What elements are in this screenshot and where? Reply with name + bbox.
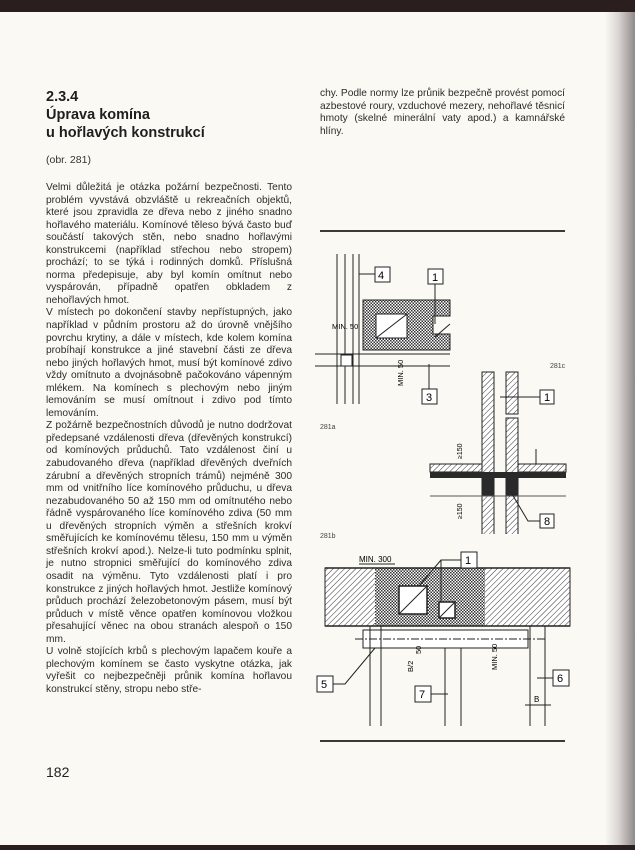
dim-50: 50 (414, 645, 423, 654)
page-gutter-shadow (605, 12, 635, 845)
left-column (46, 88, 292, 696)
figure-reference: (obr. 281) (46, 154, 91, 166)
dim-150-lower: ≥150 (457, 503, 464, 519)
section-title-line1: Úprava komína (46, 107, 150, 123)
paragraph: Velmi důležitá je otázka požární bezpečnosti. Tento problém vyvstává obzvláště u rekreačních objektů, které jsou zpravidla ze dřeva nebo z jiného snadno hořlavého materiálu. Komínové těleso bývá často buď součástí takových stěn, nebo snadno hořlavými konstrukcemi (například střechou nebo stropem) prochází; to se týká i rodinných domků. Příslušná norma předepisuje, aby byl komín omítnut nebo vyspárován, případně opatřen obkladem z nehořlavých hmot. (46, 182, 292, 306)
figure-label-281a: 281a (320, 424, 336, 431)
figure-label-281b: 281b (320, 533, 336, 540)
figure-label-281c: 281c (550, 363, 566, 370)
callout-7: 7 (419, 689, 426, 701)
callout-6: 6 (557, 673, 564, 685)
dim-min-50-horizontal: MIN. 50 (332, 322, 359, 331)
callout-1: 1 (544, 392, 551, 404)
figure-top-rule (320, 230, 565, 232)
figure-bottom-rule (320, 740, 565, 742)
paragraph: U volně stojících krbů s plechovým lapačem kouře a plechovým komínem se často vyskytne otázka, jak vyřešit co nejbezpečněji průnik komína hořlavou konstrukcí stěny, stropu nebo stře- (46, 646, 292, 695)
section-number: 2.3.4 (46, 89, 79, 105)
section-title-line2: u hořlavých konstrukcí (46, 125, 205, 141)
callout-5: 5 (321, 679, 328, 691)
callout-3: 3 (426, 392, 433, 404)
paragraph: Z požárně bezpečnostních důvodů je nutno dodržovat předepsané vzdálenosti dřeva (dřevěných konstrukcí) od komínových průduchů. Tato vzdálenost činí u zabudovaného dřeva (například dřevěných dveřních zárubní a dřevěných stropních trámů) nejméně 300 mm od vnitřního líce komínového průduchu, u dřeva nezabudovaného 50 až 150 mm od omítnutého nebo řádně vyspárovaného líce komínového zdiva (50 mm u dřevěných stropních výměn a střešních krokví směřujících ke komínovému tělesu, 150 mm u výměn střešních krokví apod.). Nelze-li tuto podmínku splnit, je nutno stropnici směřující do komínového zdiva osadit na výměnu. Tyto vzdálenosti platí i pro konstrukce z jiných hořlavých hmot. Jestliže komínový průduch prochází železobetonovým pásem, musí být průduch v místě věnce opatřen komínovou vložkou přesahující věnec na obou stranách alespoň o 150 mm. (46, 420, 292, 645)
paragraph: chy. Podle normy lze průnik bezpečně provést pomocí azbestové roury, vzduchové mezery, nehořlavé těsnicí hmoty (skelné minerální vaty apod.) a kamnářské hlíny. (320, 88, 565, 137)
dim-min-300: MIN. 300 (359, 555, 392, 564)
book-page (0, 12, 635, 845)
callout-4: 4 (378, 270, 385, 282)
callout-8: 8 (544, 516, 551, 528)
callout-1: 1 (465, 555, 472, 567)
page-number: 182 (46, 764, 70, 780)
figure-281c (420, 354, 570, 534)
dim-b-half: B/2 (406, 660, 415, 672)
right-column (320, 88, 565, 138)
dim-min-50-vertical: MIN. 50 (396, 359, 405, 386)
paragraph: V místech po dokončení stavby nepřístupných, jako například v půdním prostoru až do úrovně vnějšího povrchu krytiny, a dále v místech, kde kolem komína probíhají konstrukce a jiné stavební části ze dřeva nebo jiných hořlavých hmot, musí být komínové zdivo vždy omítnuto a dvojnásobně pačokováno vápenným mlékem. Na komínech s plechovým nebo jiným lemováním se musí omítnout i zdivo pod tímto lemováním. (46, 307, 292, 419)
dim-b: B (534, 695, 540, 704)
dim-150-upper: ≥150 (457, 443, 464, 459)
figure-281b (315, 530, 575, 730)
dim-min-50: MIN. 50 (490, 643, 499, 670)
callout-1: 1 (432, 272, 439, 284)
